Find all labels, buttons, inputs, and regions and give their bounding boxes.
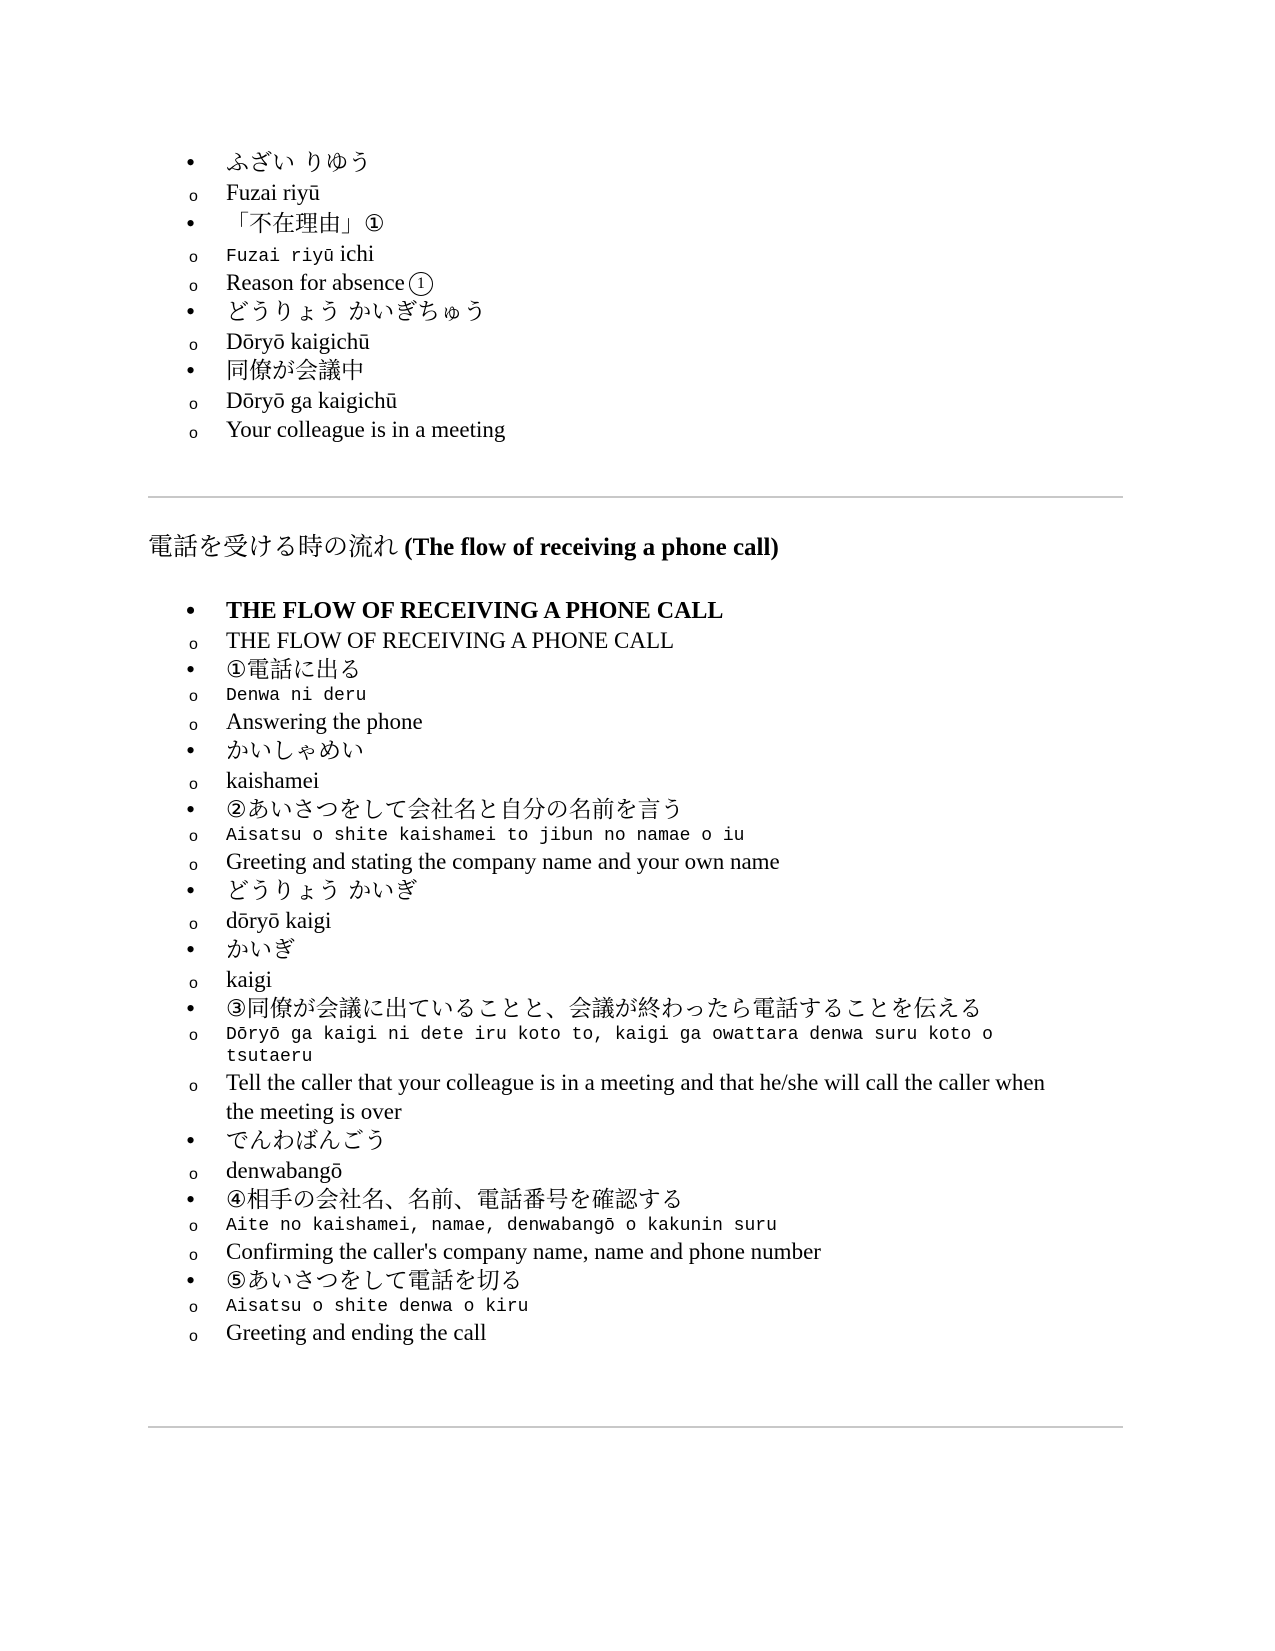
term-japanese: どうりょう かいぎちゅう: [226, 299, 487, 325]
list-item: [0, 209, 1275, 297]
list-item: [0, 876, 1275, 935]
romaji-mono: Fuzai riyū: [226, 247, 335, 267]
term-japanese: 「不在理由」①: [226, 211, 385, 237]
divider: [148, 496, 1123, 498]
english-translation: o Tell the caller that your colleague is in a meeting and that he/she will call the caller when the meeting is over: [151, 1068, 1275, 1126]
bullet-list: [0, 148, 1275, 444]
term-japanese: ③同僚が会議に出ていることと、会議が終わったら電話することを伝える: [226, 996, 983, 1022]
romaji-tail: ichi: [334, 241, 375, 266]
english-translation: o Confirming the caller's company name, name and phone number: [151, 1237, 1275, 1266]
term-japanese: かいしゃめい: [226, 738, 364, 764]
term-japanese: かいぎ: [226, 937, 295, 963]
list-item: [0, 1126, 1275, 1185]
term-japanese: 同僚が会議中: [226, 358, 364, 384]
romaji-reading: [151, 239, 1275, 268]
list-item: [0, 297, 1275, 356]
list-item: [0, 994, 1275, 1126]
list-item: [0, 1185, 1275, 1266]
romaji-reading: o Denwa ni deru: [151, 685, 1275, 707]
list-item: [0, 1266, 1275, 1347]
english-translation: o THE FLOW OF RECEIVING A PHONE CALL: [151, 626, 1275, 655]
english-translation: o Answering the phone: [151, 707, 1275, 736]
list-item: [0, 736, 1275, 795]
romaji-reading: o Dōryō ga kaigichū: [151, 386, 1275, 415]
list-item: [0, 935, 1275, 994]
term-japanese: ④相手の会社名、名前、電話番号を確認する: [226, 1187, 684, 1213]
romaji-reading: o kaishamei: [151, 766, 1275, 795]
romaji-reading: o Aisatsu o shite kaishamei to jibun no namae o iu: [151, 825, 1275, 847]
romaji-reading: o Dōryō kaigichū: [151, 327, 1275, 356]
list-item: [0, 655, 1275, 736]
vocab-list-2: [0, 596, 1275, 1347]
romaji-reading: o dōryō kaigi: [151, 906, 1275, 935]
term-japanese: どうりょう かいぎ: [226, 878, 418, 904]
section-heading: [148, 531, 779, 564]
romaji-reading: o Aisatsu o shite denwa o kiru: [151, 1296, 1275, 1318]
term-japanese: ②あいさつをして会社名と自分の名前を言う: [226, 797, 684, 823]
list-item: [0, 148, 1275, 207]
romaji-reading: o Aite no kaishamei, namae, denwabangō o kakunin suru: [151, 1215, 1275, 1237]
romaji-reading: o kaigi: [151, 965, 1275, 994]
heading-english: (The flow of receiving a phone call): [404, 534, 779, 561]
term-japanese: ⑤あいさつをして電話を切る: [226, 1268, 523, 1294]
list-item: [0, 795, 1275, 876]
list-item: [0, 356, 1275, 444]
bullet-list: [0, 596, 1275, 1347]
term-japanese: ふざい りゆう: [226, 150, 372, 176]
term-japanese: ①電話に出る: [226, 657, 362, 683]
term-japanese: でんわばんごう: [226, 1128, 387, 1154]
heading-japanese: 電話を受ける時の流れ: [148, 532, 399, 561]
translation-text: Reason for absence: [226, 270, 405, 295]
vocab-list-1: [0, 148, 1275, 444]
divider: [148, 1426, 1123, 1428]
english-translation: o Greeting and ending the call: [151, 1318, 1275, 1347]
romaji-reading: o Fuzai riyū: [151, 178, 1275, 207]
list-item: [0, 596, 1275, 655]
english-translation: o Greeting and stating the company name and your own name: [151, 847, 1275, 876]
romaji-reading: o denwabangō: [151, 1156, 1275, 1185]
english-translation: o Your colleague is in a meeting: [151, 415, 1275, 444]
romaji-reading: o Dōryō ga kaigi ni dete iru koto to, kaigi ga owattara denwa suru koto o tsutaeru: [151, 1024, 1275, 1068]
english-translation: [151, 268, 1275, 297]
term-english: THE FLOW OF RECEIVING A PHONE CALL: [226, 598, 724, 624]
circled-number-badge: 1: [409, 272, 433, 296]
